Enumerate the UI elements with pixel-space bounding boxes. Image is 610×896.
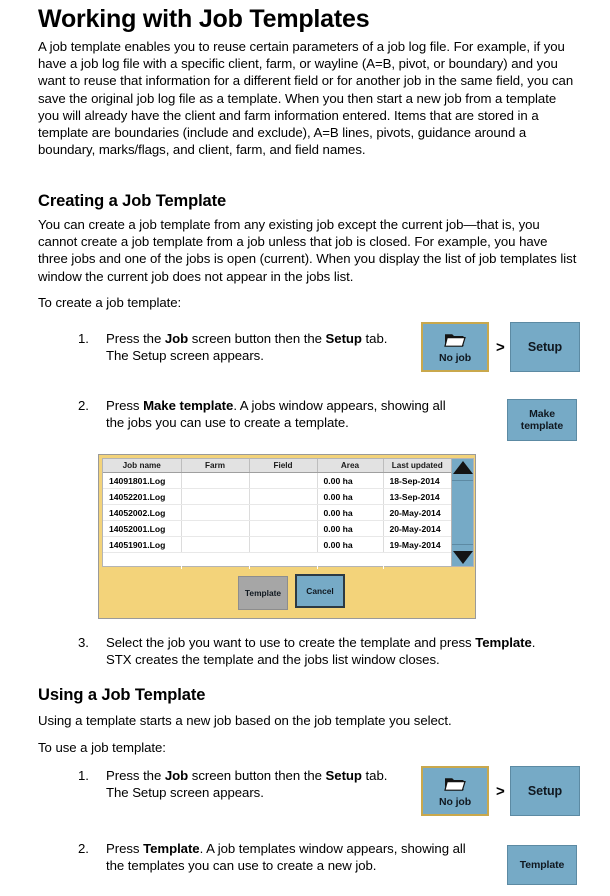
make-template-button-label-line1: Make [529,408,555,420]
setup-button[interactable] [510,322,580,372]
page-title: Working with Job Templates [38,5,370,33]
column-header-area: Area [317,459,383,473]
no-job-button[interactable] [421,766,489,816]
cell-last-updated: 18-Sep-2014 [383,473,451,489]
cell-farm [181,505,249,521]
step-text-pre: Press [106,841,144,856]
cell-job-name: 14051901.Log [103,537,181,553]
cell-field [249,537,317,553]
dialog-template-button-label: Template [244,588,282,598]
step-number: 3. [78,635,89,650]
table-header-row [103,459,451,473]
step-text-line2: The Setup screen appears. [106,785,264,801]
cell-field [249,505,317,521]
step-number: 1. [78,768,89,783]
step-text-post: . A jobs window appears, showing all [233,398,446,413]
no-job-button-label: No job [438,351,472,364]
cell-field [249,521,317,537]
triangle-up-icon[interactable] [453,461,473,474]
column-header-farm: Farm [181,459,249,473]
triangle-down-icon[interactable] [453,551,473,564]
setup-button-label: Setup [527,784,563,798]
step-text-mid: screen button then the [188,768,326,783]
step-text-pre: Press [106,398,144,413]
table-row[interactable] [103,537,451,553]
step-text [106,634,586,669]
step-using-1 [78,767,446,802]
step-text [106,840,506,875]
template-button[interactable] [507,845,577,885]
dialog-template-button[interactable] [238,576,288,610]
creating-lead-in: To create a job template: [38,295,182,310]
creating-paragraph: You can create a job template from any existing job except the current job—that is, you cannot create a job template from a job unless that job is closed. For example, you have three jobs and one of the jobs is open (current). When you display the list of job templates list window the current job does not appear in the jobs list. [38,217,577,284]
step-using-2 [78,840,506,875]
cell-area: 0.00 ha [317,473,383,489]
no-job-button[interactable] [421,322,489,372]
step-number: 1. [78,331,89,346]
table-row-empty [103,553,451,570]
cell-farm [181,473,249,489]
scrollbar-divider [452,544,473,545]
make-template-button-label-line2: template [520,420,564,432]
cell-last-updated: 13-Sep-2014 [383,489,451,505]
cell-area: 0.00 ha [317,489,383,505]
table-row[interactable] [103,521,451,537]
step-text-line2: STX creates the template and the jobs list window closes. [106,652,440,668]
cell-last-updated: 20-May-2014 [383,521,451,537]
step-text-bold-job: Job [164,331,189,346]
step-text-post: . [531,635,536,650]
step-text-bold-template: Template [475,635,532,650]
using-paragraph: Using a template starts a new job based on the job template you select. [38,713,452,728]
cell-last-updated: 19-May-2014 [383,537,451,553]
step-text-pre: Select the job you want to use to create the template and press [106,635,476,650]
step-text-line2: The Setup screen appears. [106,348,264,364]
cell-field [249,473,317,489]
folder-icon [444,775,466,793]
cell-job-name: 14052001.Log [103,521,181,537]
cell-job-name: 14052002.Log [103,505,181,521]
cell-area: 0.00 ha [317,505,383,521]
step-text-bold-template: Template [143,841,200,856]
dialog-cancel-button-label: Cancel [306,586,334,596]
table-row[interactable] [103,473,451,489]
cell-farm [181,521,249,537]
step-text-bold-setup: Setup [325,331,362,346]
dialog-cancel-button[interactable] [295,574,345,608]
arrow-separator-2: > [496,783,505,800]
heading-using-job-template: Using a Job Template [38,686,206,704]
step-text-post: tab. [361,768,388,783]
step-text-line2: the jobs you can use to create a template. [106,415,349,431]
step-text-bold-setup: Setup [325,768,362,783]
step-number: 2. [78,841,89,856]
step-text-bold-make-template: Make template [143,398,234,413]
step-text-post: tab. [361,331,388,346]
step-text-line2: the templates you can use to create a new job. [106,858,377,874]
intro-paragraph: A job template enables you to reuse certain parameters of a job log file. For example, if you have a job log file with a specific client, farm, or wayline (A=B, pivot, or boundary) and you want to reuse that information for a different field or for another job in the same field, you can save the original job log file as a template. When you then start a new job from a template you will already have the client and farm information entered. Items that are stored in a template are boundaries (include and exclude), A=B lines, pivots, guidance around a boundary, marks/flags, and client, farm, and field names. [38,39,574,158]
cell-farm [181,489,249,505]
cell-job-name: 14091801.Log [103,473,181,489]
step-create-1 [78,330,446,365]
cell-area: 0.00 ha [317,521,383,537]
step-text [106,397,496,432]
cell-area: 0.00 ha [317,537,383,553]
jobs-table [103,459,451,569]
cell-farm [181,537,249,553]
step-text-pre: Press the [106,331,165,346]
step-text-bold-job: Job [164,768,189,783]
setup-button-label: Setup [527,340,563,354]
step-text [106,767,446,802]
column-header-field: Field [249,459,317,473]
arrow-separator-1: > [496,339,505,356]
column-header-job-name: Job name [103,459,181,473]
template-button-label: Template [519,859,565,871]
step-text-pre: Press the [106,768,165,783]
no-job-button-label: No job [438,795,472,808]
step-create-3 [78,634,586,669]
jobs-list-dialog [98,454,476,619]
table-row[interactable] [103,489,451,505]
step-number: 2. [78,398,89,413]
step-text-post: . A job templates window appears, showing all [199,841,466,856]
cell-job-name: 14052201.Log [103,489,181,505]
column-header-last-updated: Last updated [383,459,451,473]
heading-creating-job-template: Creating a Job Template [38,192,227,210]
folder-icon [444,331,466,349]
vertical-scrollbar[interactable] [451,459,473,566]
cell-last-updated: 20-May-2014 [383,505,451,521]
step-text [106,330,446,365]
setup-button[interactable] [510,766,580,816]
step-create-2 [78,397,496,432]
scrollbar-divider [452,480,473,481]
step-text-mid: screen button then the [188,331,326,346]
cell-field [249,489,317,505]
make-template-button[interactable] [507,399,577,441]
jobs-grid-wrapper [102,458,474,567]
using-lead-in: To use a job template: [38,740,166,755]
table-row[interactable] [103,505,451,521]
